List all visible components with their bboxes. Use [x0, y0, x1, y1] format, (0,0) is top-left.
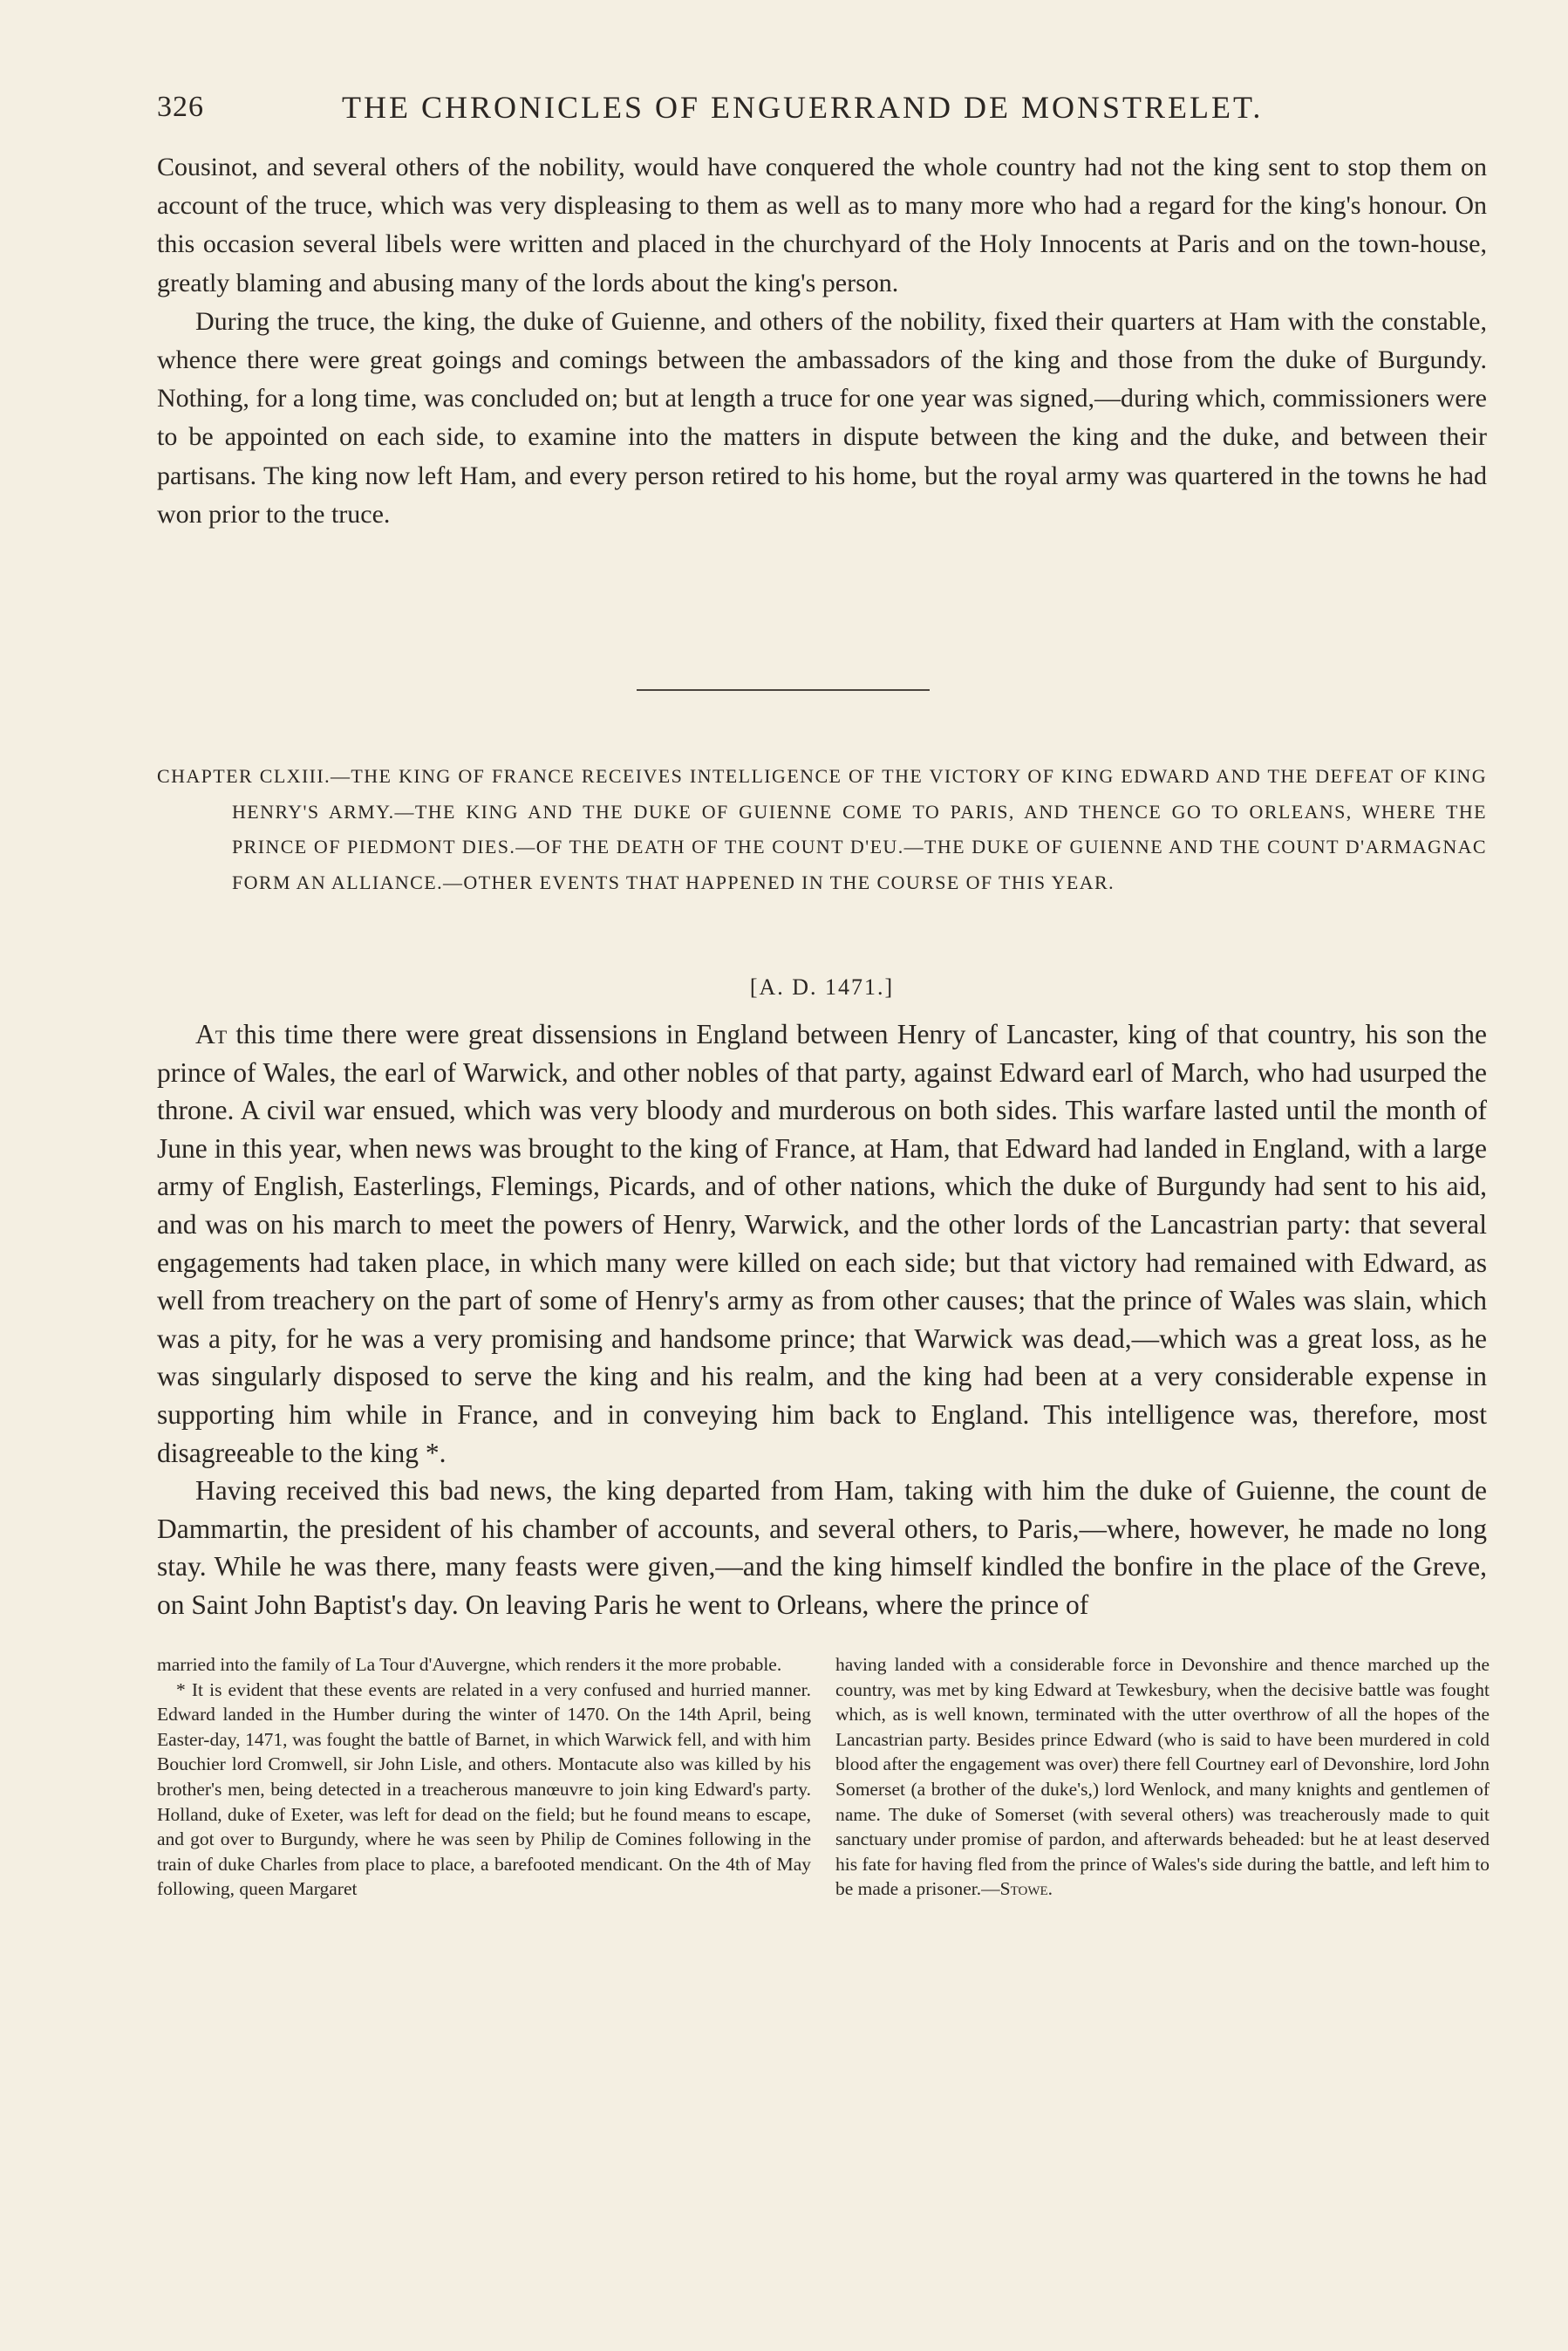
running-head: [157, 87, 1491, 127]
chapter-paragraph-1-text: this time there were great dissensions in England between Henry of Lancaster, king of that country, his son the prince of Wales, the earl of Warwick, and other nobles of that party, against Edward earl of March, who had usurped the throne. A civil war ensued, which was very bloody and murderous on both sides. This warfare lasted until the month of June in this year, when news was brought to the king of France, at Ham, that Edward had landed in England, with a large army of English, Easterlings, Flemings, Picards, and of other nations, which the duke of Burgundy had sent to his aid, and was on his march to meet the powers of Henry, Warwick, and the other lords of the Lancastrian party: that several engagements had taken place, in which many were killed on each side; but that victory had remained with Edward, as well from treachery on the part of some of Henry's army as from other causes; that the prince of Wales was slain, which was a pity, for he was a very promising and handsome prince; that Warwick was dead,—which was a great loss, as he was singularly disposed to serve the king and his realm, and the king had been at a very considerable expense in supporting him while in France, and in conveying him back to England. This intelligence was, therefore, most disagreeable to the king *.: [157, 1019, 1487, 1468]
chapter-opening-word: At: [195, 1019, 228, 1049]
running-title: THE CHRONICLES OF ENGUERRAND DE MONSTRELET.: [342, 90, 1264, 125]
footnote-star-continued-text: having landed with a considerable force in Devonshire and thence marched up the country, was met by king Edward at Tewkesbury, when the decisive battle was fought which, as is well known, terminated with the utter overthrow of all the hopes of the Lancastrian party. Besides prince Edward (who is said to have been murdered in cold blood after the engagement was over) there fell Courtney earl of Devonshire, lord John Somerset (a brother of the duke's,) lord Wenlock, and many knights and gentlemen of name. The duke of Somerset (with several others) was treacherously made to quit sanctuary under promise of pardon, and afterwards beheaded: but he at least deserved his fate for having fled from the prince of Wales's side during the battle, and left him to be made a prisoner.—: [835, 1654, 1490, 1900]
chapter-body: [157, 1015, 1487, 1624]
paragraph-continuation: Cousinot, and several others of the nobility, would have conquered the whole country had not the king sent to stop them on account of the truce, which was very displeasing to them as well as to many more who had a regard for the king's honour. On this occasion several libels were written and placed in the churchyard of the Holy Innocents at Paris and on the town-house, greatly blaming and abusing many of the lords about the king's person.: [157, 153, 1487, 297]
footnotes-right-column: [835, 1652, 1490, 1902]
chapter-paragraph-1: [157, 1015, 1487, 1472]
footnotes-left-column: [157, 1652, 811, 1902]
page-number: 326: [157, 91, 204, 123]
chapter-year: [A. D. 1471.]: [749, 974, 895, 1000]
section-divider: [637, 689, 930, 691]
footnote-star-continued: [835, 1652, 1490, 1902]
footnote-attribution: Stowe.: [999, 1878, 1053, 1900]
chapter-paragraph-2: Having received this bad news, the king departed from Ham, taking with him the duke of Guienne, the count de Dammartin, the president of his chamber of accounts, and several others, to Paris,—where, however, he made no long stay. While he was there, many feasts were given,—and the king himself kindled the bonfire in the place of the Greve, on Saint John Baptist's day. On leaving Paris he went to Orleans, where the prince of: [157, 1475, 1487, 1620]
top-section-text: [157, 148, 1487, 534]
footnote-continuation: married into the family of La Tour d'Auvergne, which renders it the more probable.: [157, 1654, 782, 1675]
footnote-star: * It is evident that these events are related in a very confused and hurried manner. Edward landed in the Humber during the winter of 1470. On the 14th April, being Easter-day, 1471, was fought the battle of Barnet, in which Warwick fell, and with him Bouchier lord Cromwell, sir John Lisle, and others. Montacute also was killed by his brother's men, being detected in a treacherous manœuvre to join king Edward's party. Holland, duke of Exeter, was left for dead on the field; but he found means to escape, and got over to Burgundy, where he was seen by Philip de Comines following in the train of duke Charles from place to place, a barefooted mendicant. On the 4th of May following, queen Margaret: [157, 1678, 811, 1900]
chapter-heading: [157, 759, 1487, 900]
paragraph-truce: During the truce, the king, the duke of Guienne, and others of the nobility, fixed their quarters at Ham with the constable, whence there were great goings and comings between the ambassadors of the king and those from the duke of Burgundy. Nothing, for a long time, was concluded on; but at length a truce for one year was signed,—during which, commissioners were to be appointed on each side, to examine into the matters in dispute between the king and the duke, and between their partisans. The king now left Ham, and every person retired to his home, but the royal army was quartered in the towns he had won prior to the truce.: [157, 306, 1487, 529]
chapter-heading-text: CHAPTER CLXIII.—THE KING OF FRANCE RECEIVES INTELLIGENCE OF THE VICTORY OF KING EDWARD AND THE DEFEAT OF KING HENRY'S ARMY.—THE KING AND THE DUKE OF GUIENNE COME TO PARIS, AND THENCE GO TO ORLEANS, WHERE THE PRINCE OF PIEDMONT DIES.—OF THE DEATH OF THE COUNT D'EU.—THE DUKE OF GUIENNE AND THE COUNT D'ARMAGNAC FORM AN ALLIANCE.—OTHER EVENTS THAT HAPPENED IN THE COURSE OF THIS YEAR.: [157, 765, 1487, 893]
